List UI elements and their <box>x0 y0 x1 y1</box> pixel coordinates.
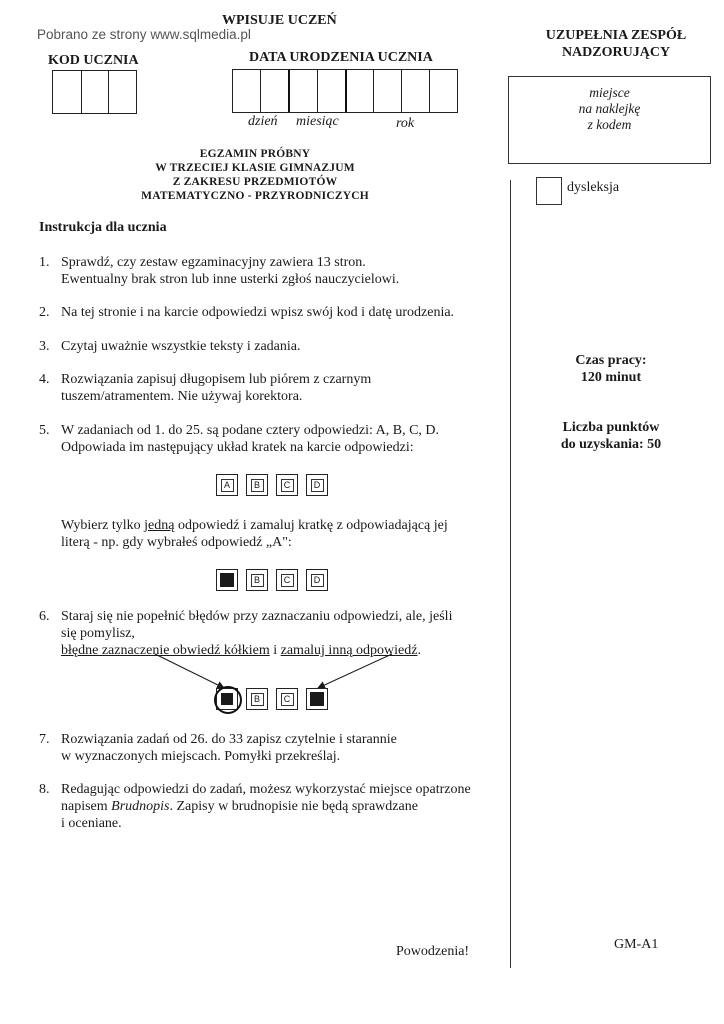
sticker-line: miejsce <box>589 85 630 100</box>
time-line: 120 minut <box>580 370 642 385</box>
title-line: EGZAMIN PRÓBNY <box>199 148 311 160</box>
text-span: Wybierz tylko <box>61 518 145 533</box>
answer-letter: C <box>281 693 294 706</box>
title-line: W TRZECIEJ KLASIE GIMNAZJUM <box>155 162 355 174</box>
year-label: rok <box>396 116 415 131</box>
item-text: Na tej stronie i na karcie odpowiedzi wpisz swój kod i datę urodzenia. <box>61 305 455 320</box>
instruction-item <box>39 338 499 355</box>
time-line: Czas pracy: <box>575 353 647 368</box>
item-number: 2. <box>39 305 50 320</box>
dyslexia-checkbox[interactable] <box>536 177 562 205</box>
answer-box-c[interactable] <box>276 569 298 591</box>
answer-box-a-circled[interactable] <box>216 688 238 710</box>
points-line: Liczba punktów <box>562 420 660 435</box>
choose-line: literą - np. gdy wybrałeś odpowiedź „A": <box>61 535 292 550</box>
item-text: W zadaniach od 1. do 25. są podane cztery odpowiedzi: A, B, C, D. <box>61 423 440 438</box>
answer-letter: C <box>281 479 294 492</box>
instruction-item <box>39 371 499 405</box>
code-box[interactable] <box>109 71 136 113</box>
item-text: Staraj się nie popełnić błędów przy zaznaczaniu odpowiedzi, ale, jeśli <box>61 609 453 624</box>
item-text: Czytaj uważnie wszystkie teksty i zadania. <box>61 339 301 354</box>
exam-time <box>526 352 696 386</box>
instruction-item <box>39 254 499 288</box>
answer-grid-filled-example <box>216 569 328 591</box>
sticker-line: na naklejkę <box>578 101 641 116</box>
date-box[interactable] <box>430 70 457 112</box>
birth-date-boxes[interactable] <box>232 69 458 113</box>
exam-code: GM-A1 <box>614 937 659 952</box>
item-text: Sprawdź, czy zestaw egzaminacyjny zawiera 13 stron. <box>61 255 366 270</box>
date-box[interactable] <box>318 70 347 112</box>
date-box[interactable] <box>374 70 402 112</box>
item-text: Redagując odpowiedzi do zadań, możesz wykorzystać miejsce opatrzone <box>61 782 471 797</box>
filled-mark <box>310 692 324 706</box>
answer-box-d[interactable] <box>306 569 328 591</box>
sticker-area[interactable] <box>508 76 711 164</box>
answer-box-a[interactable] <box>216 474 238 496</box>
instruction-item <box>39 781 509 832</box>
answer-letter: B <box>251 693 264 706</box>
student-code-boxes[interactable] <box>52 70 137 114</box>
max-points <box>526 419 696 453</box>
item-text: tuszem/atramentem. Nie używaj korektora. <box>61 389 303 404</box>
item-text <box>61 798 509 815</box>
item-number: 8. <box>39 782 50 797</box>
item-text: Odpowiada im następujący układ kratek na karcie odpowiedzi: <box>61 440 414 455</box>
answer-box-b[interactable] <box>246 474 268 496</box>
item-number: 7. <box>39 732 50 747</box>
date-box[interactable] <box>402 70 430 112</box>
answer-letter: D <box>311 479 324 492</box>
item-text: Ewentualny brak stron lub inne usterki zgłoś nauczycielowi. <box>61 272 400 287</box>
circle-mark <box>214 686 242 714</box>
supervisor-fills-line: UZUPEŁNIA ZESPÓŁ <box>545 28 687 43</box>
item-number: 3. <box>39 339 50 354</box>
answer-letter: A <box>221 479 234 492</box>
date-box[interactable] <box>261 70 290 112</box>
answer-box-b[interactable] <box>246 569 268 591</box>
code-box[interactable] <box>53 71 82 113</box>
birth-date-label: DATA URODZENIA UCZNIA <box>249 50 433 65</box>
dyslexia-label: dysleksja <box>567 180 620 195</box>
text-span-underlined: błędne zaznaczenie obwiedź kółkiem <box>61 643 270 658</box>
text-span: . Zapisy w brudnopisie nie będą sprawdzane <box>169 799 418 814</box>
instructions-heading: Instrukcja dla ucznia <box>39 220 167 235</box>
text-span-underlined: zamaluj inną odpowiedź <box>280 643 418 658</box>
answer-letter: D <box>311 574 324 587</box>
item-number: 6. <box>39 609 50 624</box>
good-luck-text: Powodzenia! <box>396 944 470 959</box>
answer-box-a-filled[interactable] <box>216 569 238 591</box>
month-label: miesiąc <box>296 114 339 129</box>
date-box[interactable] <box>233 70 261 112</box>
item-text: i oceniane. <box>61 816 122 831</box>
filled-mark <box>220 573 234 587</box>
student-fills-label: WPISUJE UCZEŃ <box>222 13 337 28</box>
points-line: do uzyskania: 50 <box>560 437 662 452</box>
source-watermark: Pobrano ze strony www.sqlmedia.pl <box>37 27 251 42</box>
item-text: się pomylisz, <box>61 626 135 641</box>
answer-grid-correction-example <box>216 688 328 710</box>
sticker-text <box>509 85 710 133</box>
supervisor-fills-line: NADZORUJĄCY <box>561 45 671 60</box>
instruction-item <box>39 731 499 765</box>
item-text: Rozwiązania zadań od 26. do 33 zapisz czytelnie i starannie <box>61 732 397 747</box>
answer-box-b[interactable] <box>246 688 268 710</box>
title-line: MATEMATYCZNO - PRZYRODNICZYCH <box>141 190 369 202</box>
text-span: napisem <box>61 799 112 814</box>
choose-instruction <box>39 517 499 551</box>
instruction-item <box>39 422 499 456</box>
text-span: . <box>417 643 421 658</box>
answer-box-d[interactable] <box>306 474 328 496</box>
answer-box-d-filled[interactable] <box>306 688 328 710</box>
answer-grid-example <box>216 474 328 496</box>
answer-letter: C <box>281 574 294 587</box>
date-box[interactable] <box>347 70 375 112</box>
date-box[interactable] <box>290 70 318 112</box>
item-number: 5. <box>39 423 50 438</box>
item-number: 4. <box>39 372 50 387</box>
item-text: w wyznaczonych miejscach. Pomyłki przekreślaj. <box>61 749 341 764</box>
text-span-underlined: jedną <box>144 518 175 533</box>
title-line: Z ZAKRESU PRZEDMIOTÓW <box>172 176 338 188</box>
answer-letter: B <box>251 479 264 492</box>
code-box[interactable] <box>82 71 110 113</box>
column-divider <box>510 180 511 968</box>
item-number: 1. <box>39 255 50 270</box>
answer-box-c[interactable] <box>276 474 298 496</box>
answer-letter: B <box>251 574 264 587</box>
sticker-line: z kodem <box>587 117 632 132</box>
instruction-item <box>39 304 499 321</box>
item-text: Rozwiązania zapisuj długopisem lub piórem z czarnym <box>61 372 372 387</box>
day-label: dzień <box>248 114 278 129</box>
text-span: i <box>269 643 281 658</box>
exam-title <box>0 147 510 203</box>
text-span: odpowiedź i zamaluj kratkę z odpowiadającą jej <box>174 518 448 533</box>
choose-line <box>61 517 499 534</box>
answer-box-c[interactable] <box>276 688 298 710</box>
supervisor-fills-label <box>508 27 724 61</box>
text-span-italic: Brudnopis <box>111 799 170 814</box>
student-code-label: KOD UCZNIA <box>48 53 139 68</box>
